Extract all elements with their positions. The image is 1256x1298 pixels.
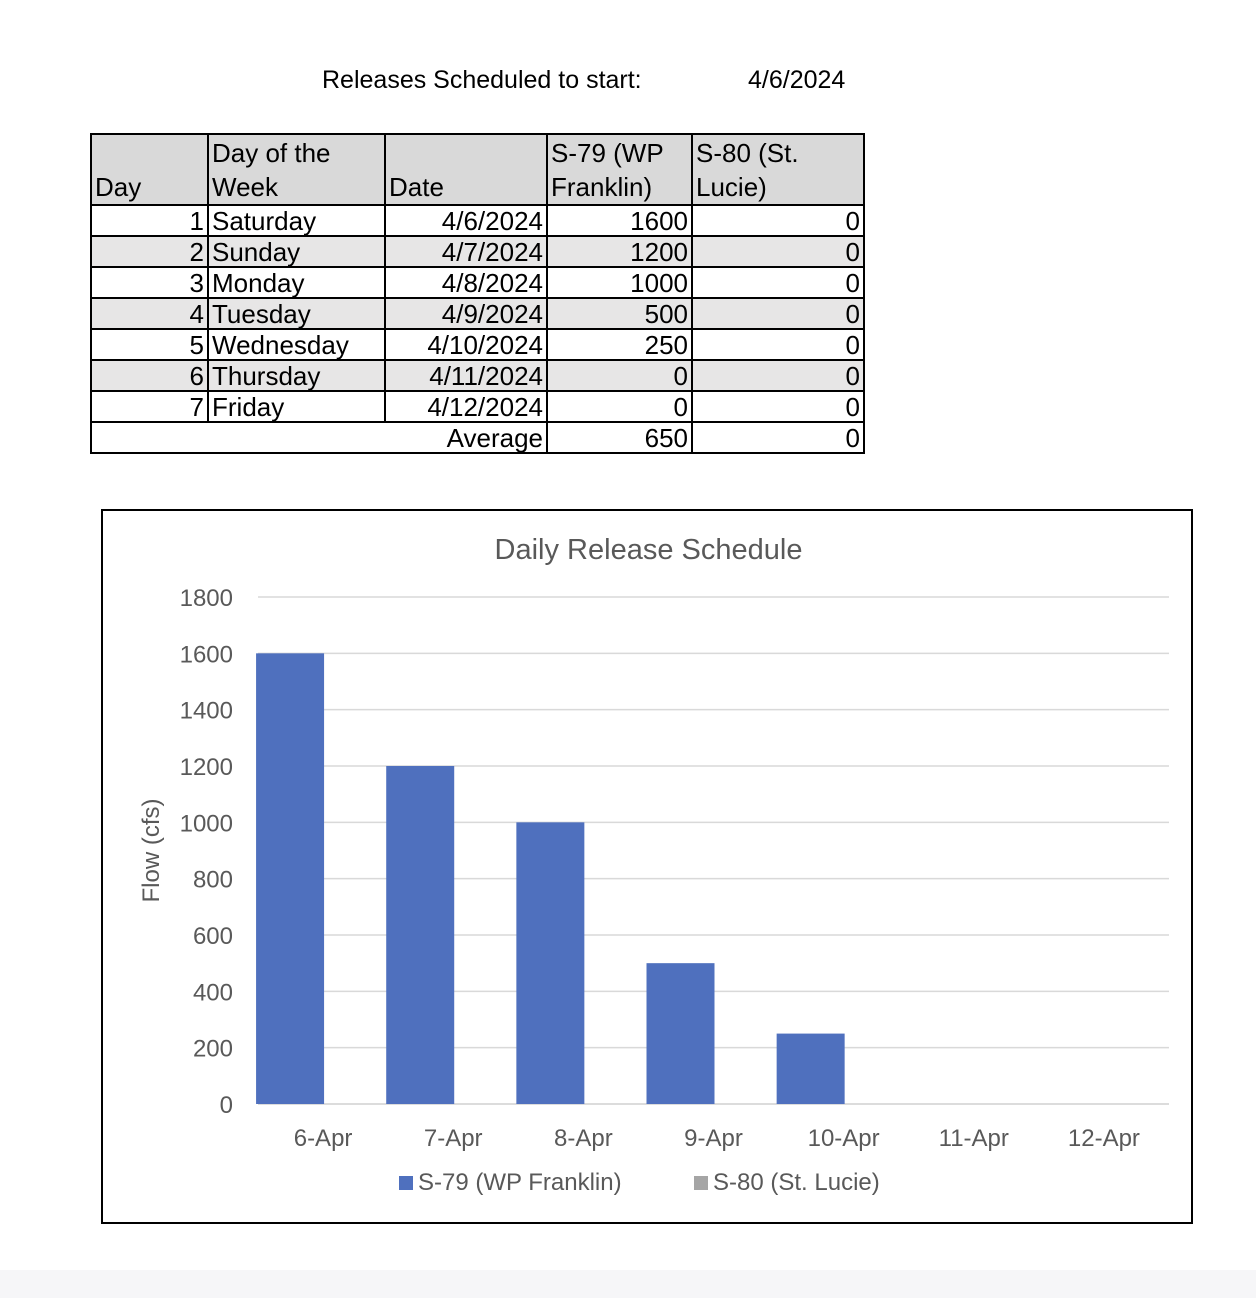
bar-s79 — [256, 653, 324, 1104]
bar-s79 — [647, 963, 715, 1104]
chart-svg — [103, 511, 1195, 1226]
average-label: Average — [91, 422, 547, 453]
cell-date: 4/6/2024 — [385, 205, 547, 236]
cell-date: 4/9/2024 — [385, 298, 547, 329]
legend-label: S-80 (St. Lucie) — [713, 1169, 880, 1196]
x-tick-label: 10-Apr — [807, 1125, 880, 1152]
cell-weekday: Wednesday — [208, 329, 385, 360]
bar-s79 — [777, 1034, 845, 1104]
cell-date: 4/12/2024 — [385, 391, 547, 422]
average-s79: 650 — [547, 422, 692, 453]
y-tick-label: 1200 — [179, 754, 233, 781]
legend-swatch — [694, 1176, 708, 1190]
legend-label: S-79 (WP Franklin) — [418, 1169, 622, 1196]
cell-day: 6 — [91, 360, 208, 391]
cell-day: 7 — [91, 391, 208, 422]
header-date: Date — [385, 134, 547, 205]
table-row — [91, 267, 864, 298]
y-tick-label: 600 — [192, 923, 233, 950]
y-tick-label: 1000 — [179, 810, 233, 838]
cell-weekday: Friday — [208, 391, 385, 422]
cell-weekday: Thursday — [208, 360, 385, 391]
table-row — [91, 298, 864, 329]
cell-weekday: Tuesday — [208, 298, 385, 329]
cell-s79: 1000 — [547, 267, 692, 298]
release-schedule-table — [90, 133, 865, 454]
cell-day: 4 — [91, 298, 208, 329]
cell-date: 4/11/2024 — [385, 360, 547, 391]
cell-weekday: Saturday — [208, 205, 385, 236]
average-s80: 0 — [692, 422, 864, 453]
y-tick-label: 400 — [192, 979, 233, 1007]
table-row — [91, 329, 864, 360]
average-row — [91, 422, 864, 453]
bar-s79 — [386, 766, 454, 1104]
cell-s79: 250 — [547, 329, 692, 360]
cell-day: 3 — [91, 267, 208, 298]
y-tick-label: 200 — [192, 1035, 233, 1063]
y-axis-label: Flow (cfs) — [138, 798, 165, 903]
cell-date: 4/7/2024 — [385, 236, 547, 267]
x-tick-label: 6-Apr — [293, 1125, 353, 1152]
table-row — [91, 391, 864, 422]
x-tick-label: 8-Apr — [554, 1125, 613, 1152]
cell-s80: 0 — [692, 329, 864, 360]
cell-s79: 1200 — [547, 236, 692, 267]
cell-s79: 0 — [547, 391, 692, 422]
chart-title: Daily Release Schedule — [494, 534, 803, 566]
header-s80: S-80 (St. Lucie) — [692, 134, 864, 205]
cell-s79: 500 — [547, 298, 692, 329]
cell-s79: 1600 — [547, 205, 692, 236]
cell-date: 4/8/2024 — [385, 267, 547, 298]
cell-s80: 0 — [692, 298, 864, 329]
page-bottom-strip — [0, 1270, 1256, 1298]
cell-weekday: Monday — [208, 267, 385, 298]
table-row — [91, 205, 864, 236]
cell-weekday: Sunday — [208, 236, 385, 267]
y-tick-label: 1800 — [179, 585, 233, 612]
cell-s80: 0 — [692, 391, 864, 422]
y-tick-label: 1600 — [179, 641, 233, 669]
cell-s80: 0 — [692, 205, 864, 236]
cell-day: 5 — [91, 329, 208, 360]
bar-s79 — [516, 822, 584, 1104]
cell-s79: 0 — [547, 360, 692, 391]
header-s79: S-79 (WP Franklin) — [547, 134, 692, 205]
cell-date: 4/10/2024 — [385, 329, 547, 360]
x-tick-label: 9-Apr — [684, 1125, 743, 1152]
legend-swatch — [399, 1176, 413, 1190]
cell-s80: 0 — [692, 236, 864, 267]
cell-day: 1 — [91, 205, 208, 236]
cell-s80: 0 — [692, 267, 864, 298]
cell-day: 2 — [91, 236, 208, 267]
y-tick-label: 800 — [192, 866, 233, 894]
cell-s80: 0 — [692, 360, 864, 391]
x-tick-label: 7-Apr — [423, 1125, 483, 1152]
header-day: Day — [91, 134, 208, 205]
releases-start-label: Releases Scheduled to start: — [322, 66, 642, 94]
releases-start-date: 4/6/2024 — [748, 66, 846, 94]
table-header-row — [91, 134, 864, 205]
x-tick-label: 11-Apr — [938, 1125, 1009, 1152]
y-tick-label: 1400 — [179, 697, 233, 725]
table-row — [91, 360, 864, 391]
header-day-of-week: Day of the Week — [208, 134, 385, 205]
table-row — [91, 236, 864, 267]
daily-release-chart — [101, 509, 1193, 1224]
x-tick-label: 12-Apr — [1067, 1125, 1140, 1152]
y-tick-label: 0 — [219, 1092, 233, 1119]
